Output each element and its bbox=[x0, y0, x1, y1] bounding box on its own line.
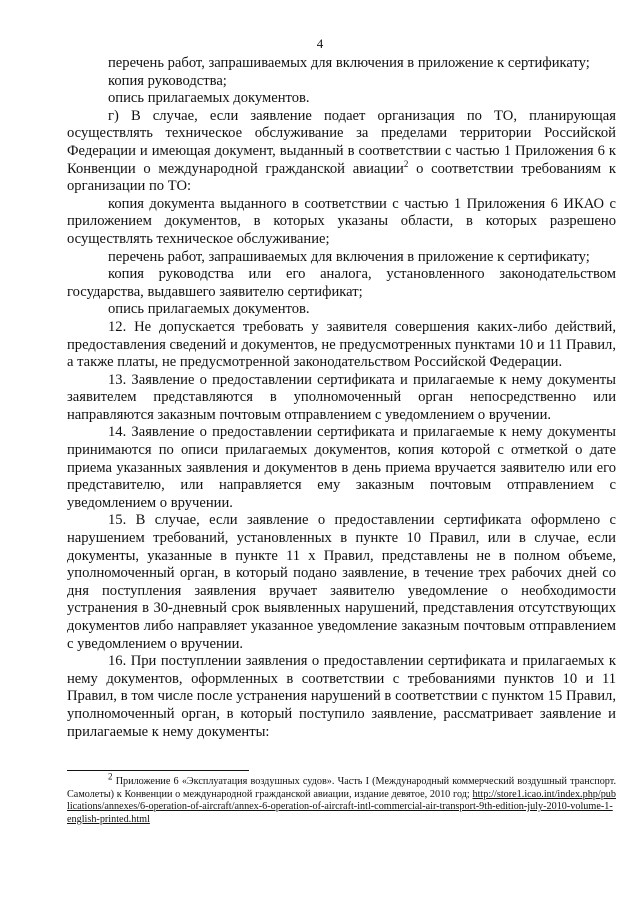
footnote-text: Приложение 6 «Эксплуатация воздушных судов». Часть I (Международный коммерческий воздушный транспорт. Самолеты) к Конвенции о международной гражданской авиации, издание девятое, 2010 год; bbox=[67, 776, 616, 800]
paragraph: перечень работ, запрашиваемых для включения в приложение к сертификату; bbox=[108, 248, 590, 265]
paragraph-text: г) В случае, если заявление подает организация по ТО, планирующая осуществлять техническое обслуживание за пределами территории Российской Федерации и имеющая документ, выданный в соответствии с частью 1 Приложения 6 к Конвенции о международной гражданской авиации bbox=[67, 107, 616, 177]
footnote-reference: 2 bbox=[403, 158, 409, 169]
paragraph: копия руководства; bbox=[108, 72, 227, 89]
paragraph: 13. Заявление о предоставлении сертификата и прилагаемые к нему документы заявителем представляются в уполномоченный орган непосредственно или направляются заказным почтовым отправлением с уведомлением о вручении. bbox=[67, 371, 616, 423]
paragraph: 16. При поступлении заявления о предоставлении сертификата и прилагаемых к нему документов, оформленных в соответствии с требованиями пунктов 10 и 11 Правил, в том числе после устранения нарушений в соответствии с пунктом 15 Правил, уполномоченный орган, в который поступило заявление, рассматривает заявление и прилагаемые к нему документы: bbox=[67, 653, 616, 740]
paragraph: опись прилагаемых документов. bbox=[108, 301, 310, 318]
paragraph: перечень работ, запрашиваемых для включения в приложение к сертификату; bbox=[108, 55, 590, 71]
footnote-marker: 2 bbox=[108, 771, 113, 782]
paragraph: 14. Заявление о предоставлении сертификата и прилагаемые к нему документы принимаются по описи прилагаемых документов, копия которой с отметкой о дате приема указанных заявления и документов в день приема вручается заявителю или его представителю, или направляется ему заказным почтовым отправлением с уведомлением о вручении. bbox=[67, 424, 616, 511]
paragraph: копия документа выданного в соответствии с частью 1 Приложения 6 ИКАО с приложением документов, в которых указаны области, в которых разрешено осуществлять техническое обслуживание; bbox=[67, 195, 616, 247]
page-number: 4 bbox=[316, 36, 324, 51]
paragraph-text: о соответствии требованиям к организации по ТО: bbox=[67, 160, 616, 195]
paragraph: 12. Не допускается требовать у заявителя совершения каких-либо действий, предоставления сведений и документов, не предусмотренных пунктами 10 и 11 Правил, а также платы, не предусмотренной законодательством Российской Федерации. bbox=[67, 318, 616, 371]
footnote-link[interactable]: http://store1.icao.int/index.php/publications/annexes/6-operation-of-aircraft/annex-6-operation-of-aircraft-intl-commercial-air-transport-9th-edition-july-2010-volume-1-english-printed.html bbox=[67, 788, 616, 825]
footnote bbox=[67, 771, 616, 826]
body-text bbox=[67, 55, 616, 741]
footnote-separator bbox=[67, 770, 249, 771]
paragraph: опись прилагаемых документов. bbox=[108, 90, 310, 107]
paragraph-with-footnote-ref bbox=[67, 108, 616, 196]
paragraph: копия руководства или его аналога, установленного законодательством государства, выдавшего заявителю сертификат; bbox=[67, 266, 616, 300]
paragraph: 15. В случае, если заявление о предоставлении сертификата оформлено с нарушением требований, установленных в пункте 10 Правил, или в случае, если документы, указанные в пункте 11 х Правил, представлены не в полном объеме, уполномоченный орган, в который подано заявление, в течение трех рабочих дней со дня поступления заявления вручает заявителю уведомление о необходимости устранения в 30-дневный срок выявленных нарушений, представления отсутствующих документов либо направляет указанное уведомление заказным почтовым отправлением с уведомлением о вручении. bbox=[67, 512, 616, 652]
